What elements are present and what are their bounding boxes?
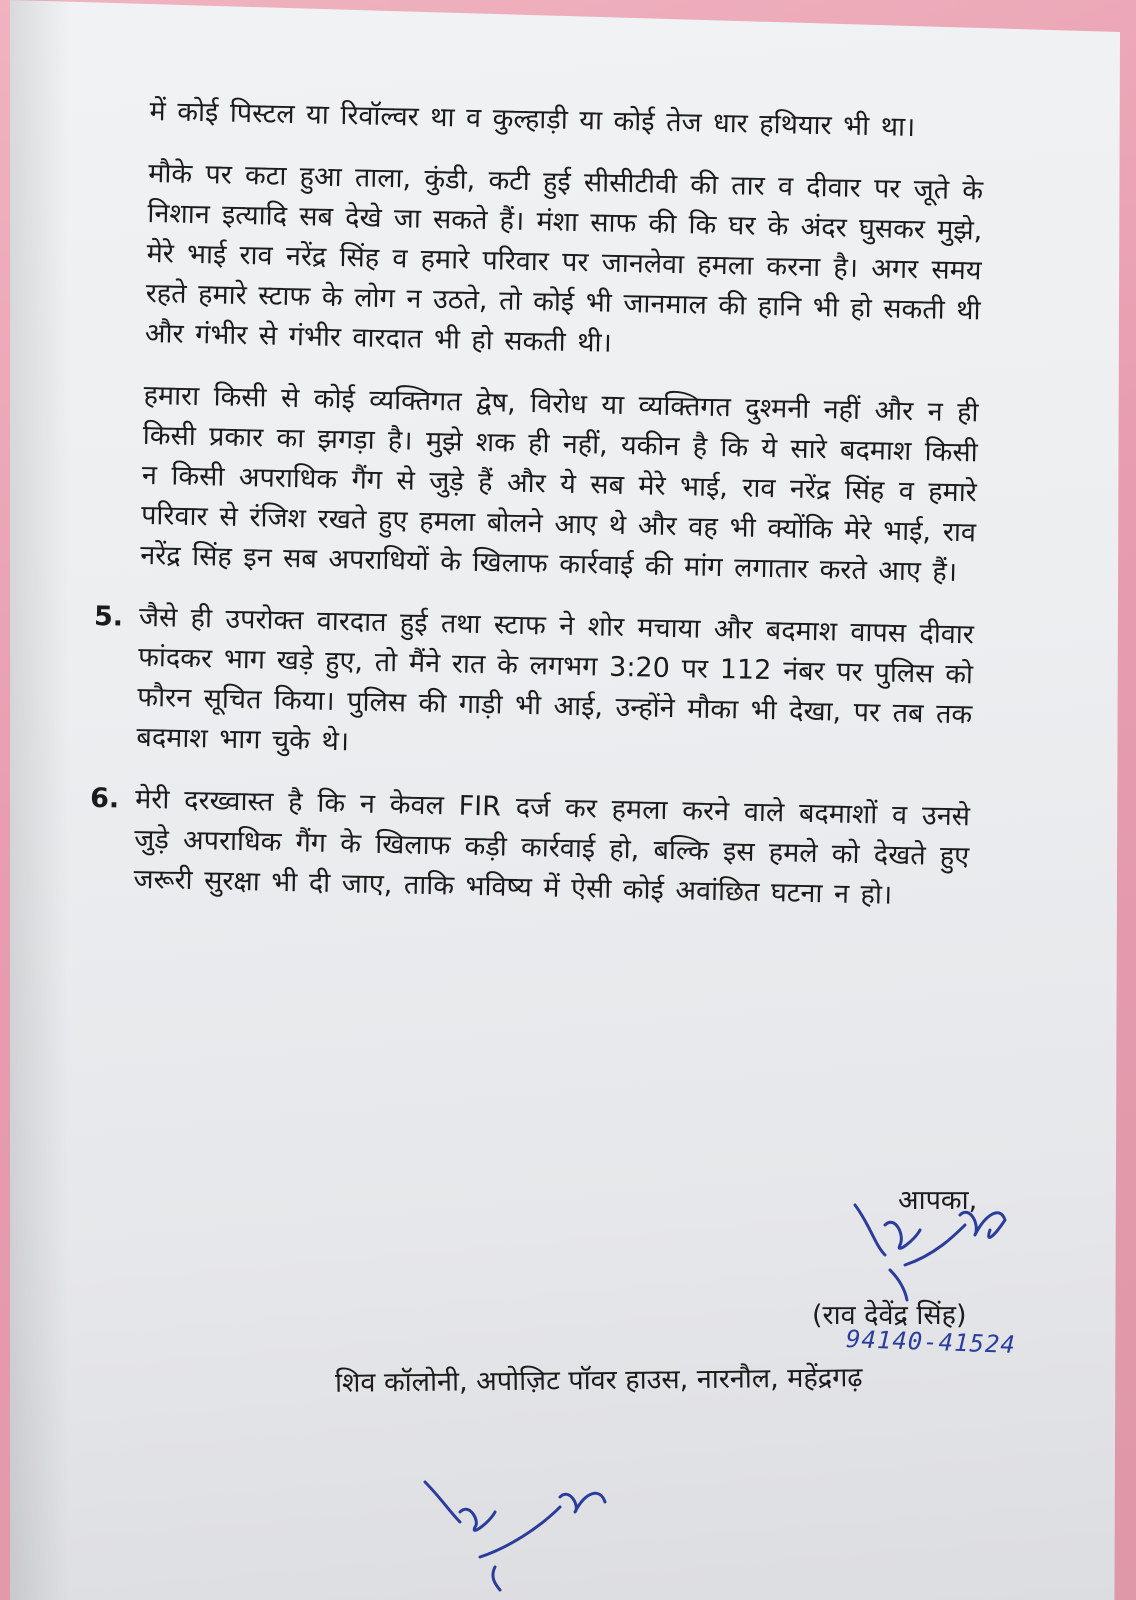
letter-body [89, 92, 985, 939]
list-item-5 [93, 598, 975, 775]
list-item-6 [89, 780, 971, 917]
handwritten-signature [845, 1185, 1025, 1305]
paragraph-weapons: में कोई पिस्टल या रिवॉल्वर था व कुल्हाड़ी या कोई तेज धार हथियार भी था। [149, 95, 916, 144]
paragraph-motive: हमारा किसी से कोई व्यक्तिगत द्वेष, विरोध या व्यक्तिगत दुश्मनी नहीं और न ही किसी प्रकार का झगड़ा है। मुझे शक ही नहीं, यकीन है कि ये सारे बदमाश किसी न किसी अपराधिक गैंग से जुड़े हैं और ये सब मेरे भाई, राव नरेंद्र सिंह व हमारे परिवार से रंजिश रखते हुए हमला बोलने आए थे और वह भी क्योंकि मेरे भाई, राव नरेंद्र सिंह इन सब अपराधियों के खिलाफ कार्रवाई की मांग लगातार करते आए हैं। [139, 379, 979, 589]
handwritten-phone: 94140-41524 [845, 1325, 1017, 1359]
signatory-name: (राव देवेंद्र सिंह) [812, 1300, 967, 1331]
item-number: 5. [93, 600, 124, 633]
item-text: जैसे ही उपरोक्त वारदात हुई तथा स्टाफ ने शोर मचाया और बदमाश वापस दीवार फांदकर भाग खड़े हुए, तो मैंने रात के लगभग 3:20 पर 112 नंबर पर पुलिस को फौरन सूचित किया। पुलिस की गाड़ी भी आई, उन्होंने मौका भी देखा, पर तब तक बदमाश भाग चुके थे। [136, 601, 975, 758]
paragraph-evidence: मौके पर कटा हुआ ताला, कुंडी, कटी हुई सीसीटीवी की तार व दीवार पर जूते के निशान इत्यादि सब देखे जा सकते हैं। मंशा साफ की कि घर के अंदर घुसकर मुझे, मेरे भाई राव नरेंद्र सिंह व हमारे परिवार पर जानलेवा हमला करना है। अगर समय रहते हमारे स्टाफ के लोग न उठते, तो कोई भी जानमाल की हानि भी हो सकती थी और गंभीर से गंभीर वारदात भी हो सकती थी। [144, 157, 984, 359]
item-text: मेरी दरख्वास्त है कि न केवल FIR दर्ज कर हमला करने वाले बदमाशों व उनसे जुड़े अपराधिक गैंग के खिलाफ कड़ी कार्रवाई हो, बल्कि इस हमले को देखते हुए जरूरी सुरक्षा भी दी जाए, ताकि भविष्य में ऐसी कोई अवांछित घटना न हो। [133, 783, 971, 911]
handwritten-initials [420, 1472, 620, 1592]
item-number: 6. [89, 782, 120, 815]
address-line: शिव कॉलोनी, अपोज़िट पॉवर हाउस, नारनौल, महेंद्रगढ़ [334, 1362, 863, 1399]
closing-salutation: आपका, [898, 1185, 978, 1216]
